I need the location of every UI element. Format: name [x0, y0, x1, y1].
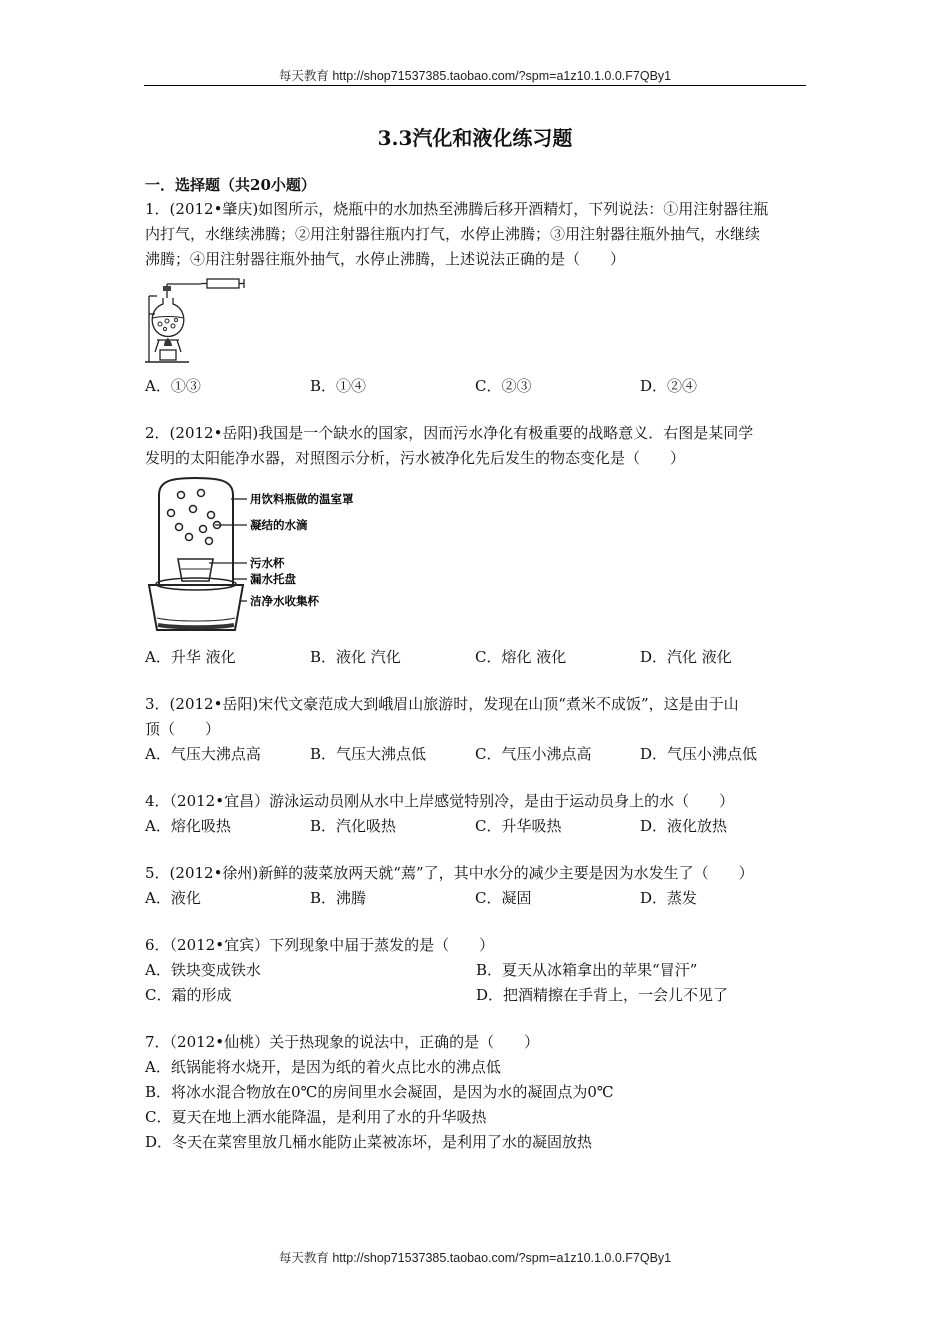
answer-options: [145, 886, 807, 911]
page-footer: 每天教育 http://shop71537385.taobao.com/?spm=a1z10.1.0.0.F7QBy1: [278, 1251, 672, 1265]
question-text-line: 7．（2012•仙桃）关于热现象的说法中，正确的是（ ）: [145, 1033, 540, 1051]
option-d[interactable]: D．气压小沸点低: [640, 745, 758, 763]
question-7: [145, 1030, 807, 1155]
option-a[interactable]: A．气压大沸点高: [145, 745, 261, 763]
option-a[interactable]: A．液化: [145, 889, 201, 907]
question-5: [145, 861, 807, 911]
option-d[interactable]: D．蒸发: [640, 889, 698, 907]
page-title: 3.3汽化和液化练习题: [377, 126, 573, 150]
answer-options: [145, 374, 807, 399]
answer-options: [145, 814, 807, 839]
option-a[interactable]: A．纸锅能将水烧开，是因为纸的着火点比水的沸点低: [145, 1058, 501, 1076]
option-b[interactable]: B．气压大沸点低: [310, 745, 427, 763]
option-c[interactable]: C．气压小沸点高: [475, 745, 592, 763]
option-b[interactable]: B．将冰水混合物放在0℃的房间里水会凝固，是因为水的凝固点为0℃: [145, 1083, 614, 1101]
question-1: [145, 197, 807, 399]
option-c[interactable]: C．熔化 液化: [475, 648, 567, 666]
answer-options: [145, 958, 807, 983]
figure-label: 污水杯: [250, 556, 285, 570]
option-b[interactable]: B．①④: [310, 377, 367, 395]
option-c[interactable]: C．②③: [475, 377, 532, 395]
question-text-line: 顶（ ）: [145, 720, 221, 738]
answer-options: [145, 645, 807, 670]
question-6: [145, 933, 807, 1008]
option-a[interactable]: A．铁块变成铁水: [145, 961, 261, 979]
option-d[interactable]: D．汽化 液化: [640, 648, 732, 666]
option-d[interactable]: D．把酒精擦在手背上，一会儿不见了: [476, 986, 729, 1004]
page-header: 每天教育 http://shop71537385.taobao.com/?spm=a1z10.1.0.0.F7QBy1: [278, 69, 672, 83]
solar-purifier-figure: [145, 475, 377, 639]
option-c[interactable]: C．升华吸热: [475, 817, 562, 835]
header-rule: [144, 85, 806, 86]
question-text-line: 内打气，水继续沸腾；②用注射器往瓶内打气，水停止沸腾；③用注射器往瓶外抽气，水继续: [145, 225, 761, 243]
figure-label: 用饮料瓶做的温室罩: [250, 492, 354, 506]
answer-options: [145, 983, 807, 1008]
question-text-line: 1．(2012•肇庆)如图所示，烧瓶中的水加热至沸腾后移开酒精灯，下列说法：①用注射器往瓶: [145, 200, 769, 218]
section-heading: 一．选择题（共20小题）: [145, 176, 316, 194]
question-text-line: 发明的太阳能净水器，对照图示分析，污水被净化先后发生的物态变化是（ ）: [145, 449, 686, 467]
option-b[interactable]: B．液化 汽化: [310, 648, 401, 666]
option-c[interactable]: C．夏天在地上洒水能降温，是利用了水的升华吸热: [145, 1108, 487, 1126]
question-text-line: 3．(2012•岳阳)宋代文豪范成大到峨眉山旅游时，发现在山顶“煮米不成饭”，这是由于山: [145, 695, 739, 713]
figure-label: 漏水托盘: [250, 572, 296, 586]
figure-label: 凝结的水滴: [250, 518, 308, 532]
option-d[interactable]: D．液化放热: [640, 817, 728, 835]
question-4: [145, 789, 807, 839]
option-d[interactable]: D．②④: [640, 377, 698, 395]
question-3: [145, 692, 807, 767]
option-d[interactable]: D．冬天在菜窖里放几桶水能防止菜被冻坏，是利用了水的凝固放热: [145, 1133, 593, 1151]
question-text-line: 4．（2012•宜昌）游泳运动员刚从水中上岸感觉特别冷，是由于运动员身上的水（ ）: [145, 792, 735, 810]
figure-label: 洁净水收集杯: [250, 594, 319, 608]
document-body: [145, 173, 807, 1177]
option-a[interactable]: A．①③: [145, 377, 201, 395]
question-text-line: 2．(2012•岳阳)我国是一个缺水的国家，因而污水净化有极重要的战略意义．右图是某同学: [145, 424, 754, 442]
option-b[interactable]: B．沸腾: [310, 889, 367, 907]
answer-options: [145, 742, 807, 767]
option-b[interactable]: B．夏天从冰箱拿出的苹果“冒汗”: [476, 961, 698, 979]
question-text-line: 沸腾；④用注射器往瓶外抽气，水停止沸腾，上述说法正确的是（ ）: [145, 250, 626, 268]
option-c[interactable]: C．凝固: [475, 889, 532, 907]
option-a[interactable]: A．熔化吸热: [145, 817, 231, 835]
question-text-line: 5．(2012•徐州)新鲜的菠菜放两天就“蔫”了，其中水分的减少主要是因为水发生了（ ）: [145, 864, 754, 882]
option-b[interactable]: B．汽化吸热: [310, 817, 397, 835]
question-2: [145, 421, 807, 670]
flask-syringe-figure: [145, 276, 245, 368]
question-text-line: 6．（2012•宜宾）下列现象中届于蒸发的是（ ）: [145, 936, 495, 954]
option-a[interactable]: A．升华 液化: [145, 648, 236, 666]
option-c[interactable]: C．霜的形成: [145, 986, 232, 1004]
